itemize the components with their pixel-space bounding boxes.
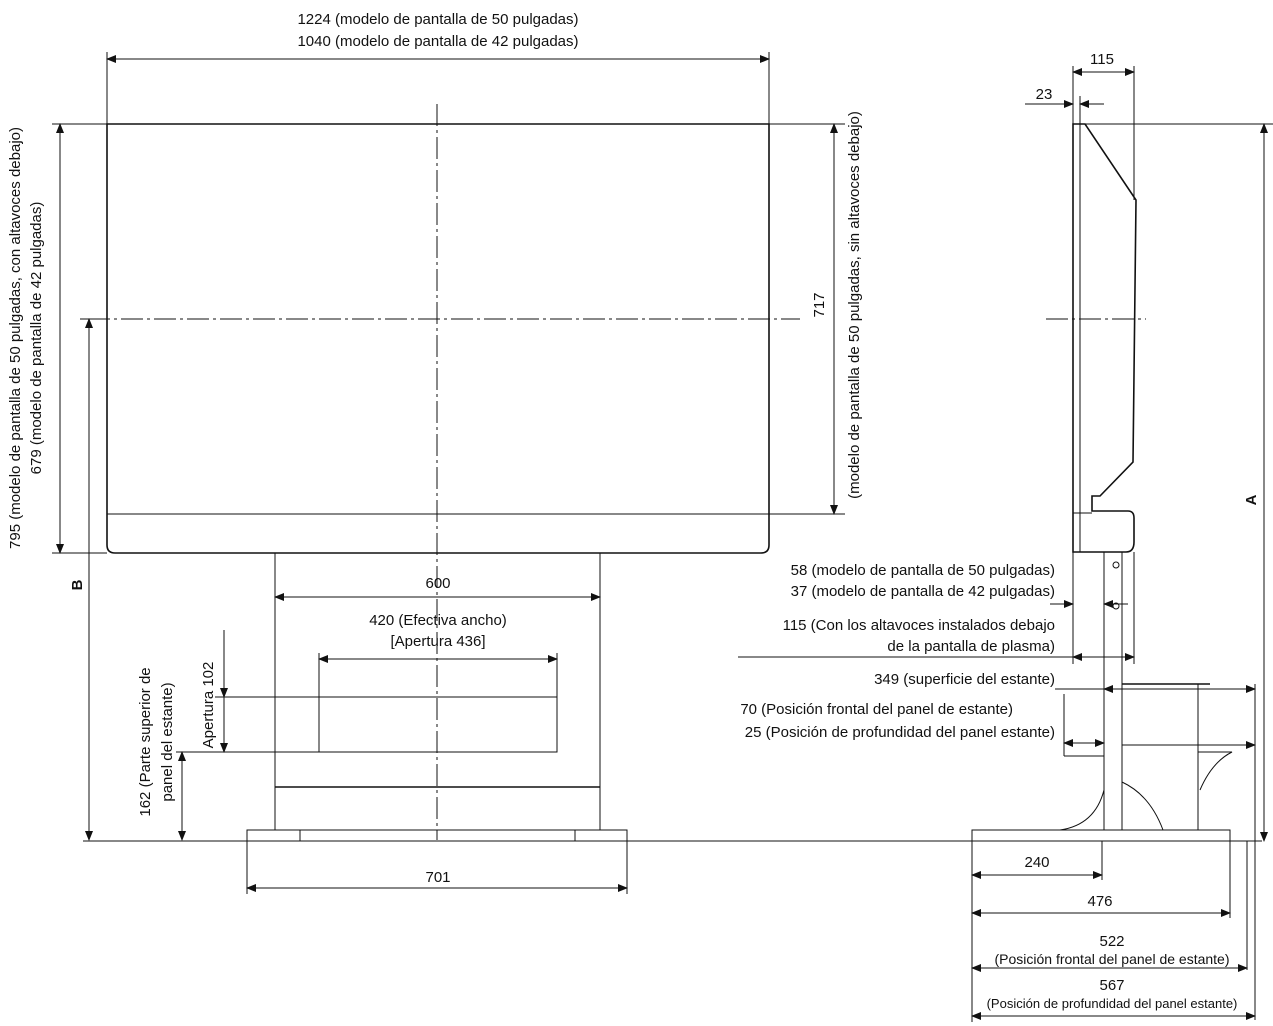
stand-foot-curve	[1122, 782, 1163, 830]
b-label: B	[69, 579, 86, 591]
d476-label: 476	[1087, 893, 1113, 910]
d567-label: 567	[1099, 977, 1125, 994]
shelf-front-label: 70 (Posición frontal del panel de estante)	[740, 701, 1013, 718]
shelf-depth-label: 25 (Posición de profundidad del panel estante)	[744, 724, 1055, 741]
aperture-rect	[319, 697, 557, 752]
offset-50-label: 58 (modelo de pantalla de 50 pulgadas)	[790, 562, 1055, 579]
screen-outline	[107, 124, 769, 553]
a-label: A	[1243, 494, 1260, 506]
shelf-bracket	[1198, 752, 1232, 790]
front-view	[7, 11, 863, 894]
height-50-label: 795 (modelo de pantalla de 50 pulgadas, con altavoces debajo)	[7, 127, 24, 549]
aperture-width-label: [Apertura 436]	[390, 633, 486, 650]
height-717-value: 717	[811, 292, 828, 318]
d567-note: (Posición de profundidad del panel estante)	[986, 996, 1238, 1011]
speakers-label-2: de la pantalla de plasma)	[887, 638, 1055, 655]
width-42-label: 1040 (modelo de pantalla de 42 pulgadas)	[297, 33, 579, 50]
width-50-label: 1224 (modelo de pantalla de 50 pulgadas)	[297, 11, 579, 28]
base-width-label: 701	[425, 869, 451, 886]
mount-screw	[1113, 562, 1119, 568]
shelf-top-label-2: panel del estante)	[159, 682, 176, 802]
stand-foot-curve	[1060, 790, 1104, 830]
depth-23-label: 23	[1035, 86, 1053, 103]
stand-width-label: 600	[425, 575, 451, 592]
height-717-note: (modelo de pantalla de 50 pulgadas, sin altavoces debajo)	[846, 111, 863, 499]
side-base	[972, 830, 1230, 841]
height-42-label: 679 (modelo de pantalla de 42 pulgadas)	[28, 201, 45, 475]
offset-42-label: 37 (modelo de pantalla de 42 pulgadas)	[790, 583, 1055, 600]
d240-label: 240	[1024, 854, 1050, 871]
d522-note: (Posición frontal del panel de estante)	[994, 951, 1230, 967]
aperture-height-label: Apertura 102	[200, 661, 217, 749]
d522-label: 522	[1099, 933, 1125, 950]
shelf-top-label-1: 162 (Parte superior de	[137, 667, 154, 817]
depth-115-label: 115	[1090, 51, 1114, 68]
speakers-label-1: 115 (Con los altavoces instalados debajo	[782, 617, 1055, 634]
effective-width-label: 420 (Efectiva ancho)	[369, 612, 507, 629]
shelf-surface-label: 349 (superficie del estante)	[874, 671, 1055, 688]
stand-column	[1104, 552, 1122, 830]
side-view	[738, 51, 1273, 1022]
display-side-profile	[1073, 124, 1136, 552]
